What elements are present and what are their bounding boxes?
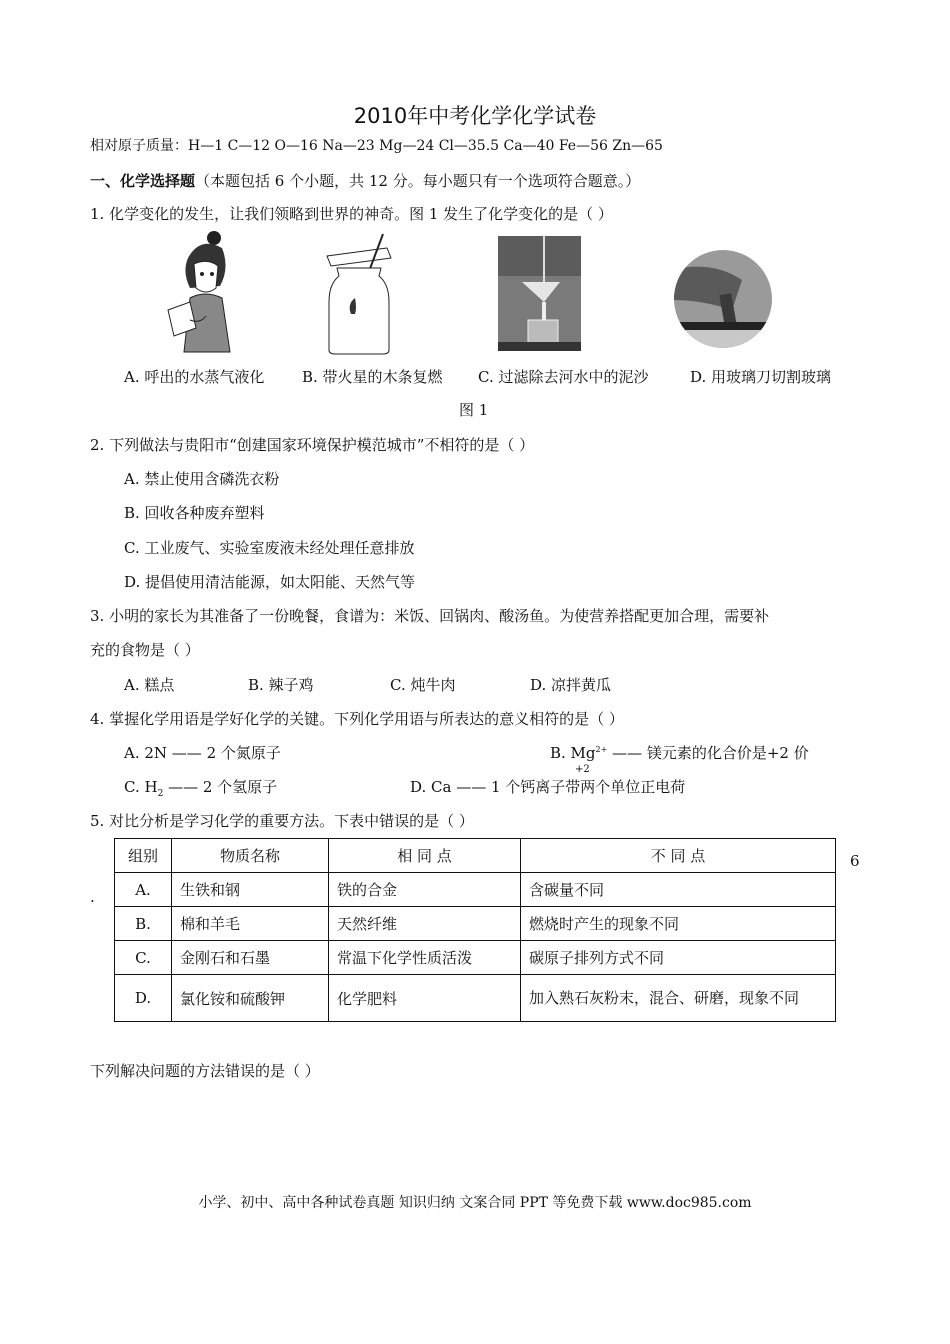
q4-option-b-prefix: B. Mg [550,744,596,762]
q4-option-b [550,742,809,763]
q4-option-c-prefix: C. H [124,778,158,796]
cell-substance: 棉和羊毛 [172,907,329,941]
table-row [115,941,836,975]
side-dot: . [90,888,95,906]
q3-option-a: A. 糕点 [124,676,175,694]
cell-similarity: 化学肥料 [329,975,521,1022]
figure-caption: 图 1 [459,401,489,419]
q1-option-b: B. 带火星的木条复燃 [302,368,443,386]
q4-stem: 4. 掌握化学用语是学好化学的关键。下列化学用语与所表达的意义相符的是（ ） [90,710,624,728]
q1-option-c: C. 过滤除去河水中的泥沙 [478,368,649,386]
q4-option-b-superscript: 2+ [595,745,608,754]
header-similarity: 相 同 点 [329,839,521,873]
cell-substance: 氯化铵和硫酸钾 [172,975,329,1022]
cell-similarity: 天然纤维 [329,907,521,941]
table-header-row [115,839,836,873]
q5-table [114,838,836,1022]
footer-note: 小学、初中、高中各种试卷真题 知识归纳 文案合同 PPT 等免费下载 www.doc985.com [198,1195,752,1211]
header-substance: 物质名称 [172,839,329,873]
section-description: （本题包括 6 个小题，共 12 分。每小题只有一个选项符合题意。） [195,172,641,190]
cell-group: D. [115,975,172,1022]
q3-option-b: B. 辣子鸡 [248,676,314,694]
jar-splint-illustration [325,232,395,356]
q4-option-c-subscript: 2 [157,789,164,799]
cell-group: B. [115,907,172,941]
q4-option-b-text: —— 镁元素的化合价是+2 价 [607,744,809,762]
table-row [115,907,836,941]
q3-option-d: D. 凉拌黄瓜 [530,676,612,694]
q1-stem: 1. 化学变化的发生，让我们领略到世界的神奇。图 1 发生了化学变化的是（ ） [90,205,613,223]
q3-stem-line1: 3. 小明的家长为其准备了一份晚餐，食谱为：米饭、回锅肉、酸汤鱼。为使营养搭配更加合理，需要补 [90,607,770,625]
cell-group: A. [115,873,172,907]
q4-option-d: D. Ca —— 1 个钙离子带两个单位正电荷 [410,778,686,796]
cell-difference: 燃烧时产生的现象不同 [521,907,836,941]
cell-difference: 加入熟石灰粉末，混合、研磨，现象不同 [521,975,836,1022]
cell-substance: 生铁和钢 [172,873,329,907]
atomic-masses: 相对原子质量：H—1 C—12 O—16 Na—23 Mg—24 Cl—35.5 Ca—40 Fe—56 Zn—65 [90,138,663,154]
table-row [115,975,836,1022]
q2-option-d: D. 提倡使用清洁能源，如太阳能、天然气等 [124,573,416,591]
cell-difference: 含碳量不同 [521,873,836,907]
header-difference: 不 同 点 [521,839,836,873]
glass-cutting-photo [672,250,774,348]
cell-group: C. [115,941,172,975]
q1-option-d: D. 用玻璃刀切割玻璃 [690,368,832,386]
header-group: 组别 [115,839,172,873]
q3-option-c: C. 炖牛肉 [390,676,456,694]
q4-option-d-valence: +2 [575,764,590,775]
girl-breathing-illustration [160,228,240,354]
q2-option-b: B. 回收各种废弃塑料 [124,504,265,522]
q5-stem: 5. 对比分析是学习化学的重要方法。下表中错误的是（ ） [90,812,474,830]
side-question-number: 6 [850,852,860,870]
cell-difference: 碳原子排列方式不同 [521,941,836,975]
section-heading [90,170,640,191]
cell-similarity: 铁的合金 [329,873,521,907]
q6-stem: 下列解决问题的方法错误的是（ ） [90,1062,320,1080]
q1-option-a: A. 呼出的水蒸气液化 [124,368,265,386]
cell-similarity: 常温下化学性质活泼 [329,941,521,975]
filtration-photo [498,236,581,351]
q3-stem-line2: 充的食物是（ ） [90,641,200,659]
q4-option-a: A. 2N —— 2 个氮原子 [124,744,281,762]
page-title: 2010年中考化学化学试卷 [353,104,597,128]
table-row [115,873,836,907]
q4-option-c [124,776,277,799]
cell-substance: 金刚石和石墨 [172,941,329,975]
q2-option-a: A. 禁止使用含磷洗衣粉 [124,470,280,488]
q4-option-c-text: —— 2 个氢原子 [163,778,278,796]
q2-stem: 2. 下列做法与贵阳市“创建国家环境保护模范城市”不相符的是（ ） [90,436,535,454]
q2-option-c: C. 工业废气、实验室废液未经处理任意排放 [124,539,415,557]
section-title: 一、化学选择题 [90,172,196,190]
